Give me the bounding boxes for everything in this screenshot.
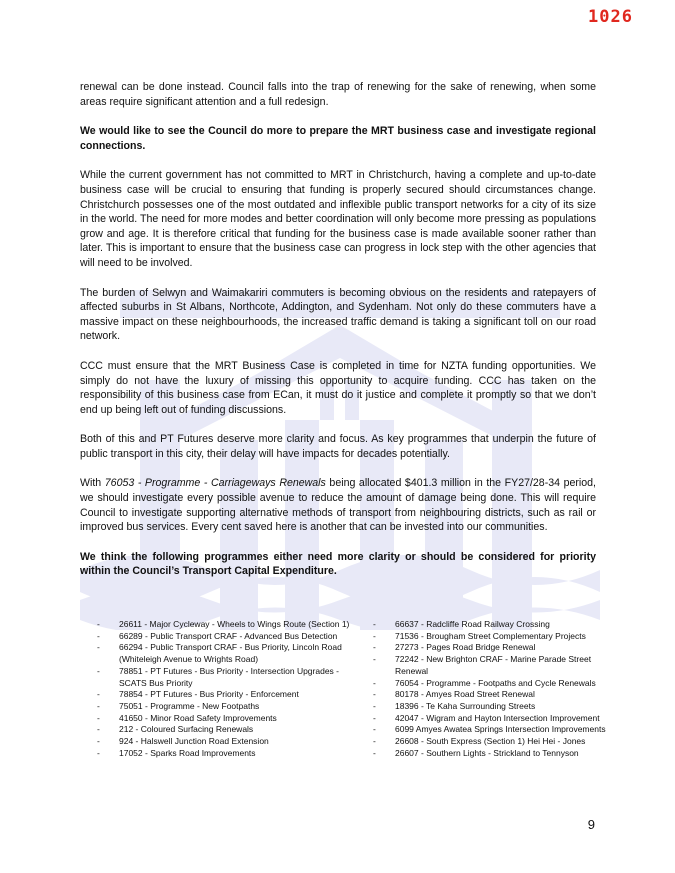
heading-mrt-business-case: We would like to see the Council do more to prepare the MRT business case and investigate regional connections. xyxy=(80,125,596,152)
heading-priority-programmes: We think the following programmes either need more clarity or should be considered for priority within the Council’s Transport Capital Expenditure. xyxy=(80,550,596,578)
list-item: - 66294 - Public Transport CRAF - Bus Priority, Lincoln Road (Whiteleigh Avenue to Wrights Road) xyxy=(97,642,342,665)
paragraph-mrt-government: While the current government has not committed to MRT in Christchurch, having a complete and up-to-date business case will be crucial to ensuring that funding is properly secured should circumstances change. Christchurch possesses one of the most outdated and inflexible public transport networks for a city of its size in the world. The need for more modes and better coordination will only become more pressing as populations grow and age. It is therefore critical that funding for the business case is made available sooner rather than later. This is important to ensure that the business case can progress in lock step with the other agencies that will need to be involved. xyxy=(80,169,596,269)
list-item: - 66289 - Public Transport CRAF - Advanced Bus Detection xyxy=(97,630,338,641)
list-item: - 75051 - Programme - New Footpaths xyxy=(97,700,260,711)
page-number: 9 xyxy=(587,817,595,832)
list-item: - 6099 Amyes Awatea Springs Intersection Improvements xyxy=(373,724,606,735)
list-item: - 78851 - PT Futures - Bus Priority - Intersection Upgrades - SCATS Bus Priority xyxy=(97,665,339,688)
list-item: - 27273 - Pages Road Bridge Renewal xyxy=(373,642,536,653)
programme-lists xyxy=(97,619,617,759)
list-item: - 72242 - New Brighton CRAF - Marine Parade Street Renewal xyxy=(373,654,592,676)
list-item: - 924 - Halswell Junction Road Extension xyxy=(97,736,269,747)
list-item: - 212 - Coloured Surfacing Renewals xyxy=(97,724,254,735)
programme-list-right xyxy=(373,619,617,759)
list-item: - 80178 - Amyes Road Street Renewal xyxy=(373,689,535,700)
paragraph-post-text: being allocated $401.3 million in the FY27/28-34 period, we should investigate every possible avenue to reduce the amount of damage being done. This will require Council to investigate supporting alternative methods of transport from neighbouring districts, such as rail or improved bus services. Every cent saved here is another that can be invested into our communities. xyxy=(80,477,596,534)
list-item: - 42047 - Wigram and Hayton Intersection Improvement xyxy=(373,712,600,723)
list-item: - 78854 - PT Futures - Bus Priority - Enforcement xyxy=(97,689,299,700)
paragraph-renewal: renewal can be done instead. Council falls into the trap of renewing for the sake of renewing, when some areas require significant attention and a full redesign. xyxy=(80,81,596,108)
paragraph-carriageway-renewals xyxy=(80,476,596,534)
paragraph-nzta-funding: CCC must ensure that the MRT Business Case is completed in time for NZTA funding opportunities. We simply do not have the luxury of missing this opportunity to acquire funding. CCC has taken on the responsibility of this business case from ECan, it must do it justice and complete it promptly so that we don’t end up being left out of funding discussions. xyxy=(80,359,596,416)
list-item: - 26611 - Major Cycleway - Wheels to Wings Route (Section 1) xyxy=(97,619,350,629)
document-stamp-number: 1026 xyxy=(588,7,633,27)
list-item: - 17052 - Sparks Road Improvements xyxy=(97,747,256,758)
document-body xyxy=(80,80,596,594)
programme-name-italic: 76053 - Programme - Carriageways Renewals xyxy=(104,477,326,490)
paragraph-pt-futures: Both of this and PT Futures deserve more clarity and focus. As key programmes that underpin the future of public transport in this city, their delay will have impacts for decades potentially. xyxy=(80,433,596,460)
paragraph-commuter-burden: The burden of Selwyn and Waimakariri commuters is becoming obvious on the residents and ratepayers of affected suburbs in St Albans, Northcote, Addington, and Sydenham. Not only do these commuters have a massive impact on these neighbourhoods, the increased traffic demand is taking a significant toll on our road network. xyxy=(80,286,596,343)
list-item: - 71536 - Brougham Street Complementary Projects xyxy=(373,630,586,641)
list-item: - 26607 - Southern Lights - Strickland to Tennyson xyxy=(373,747,579,758)
paragraph-pre-text: With xyxy=(80,477,105,490)
list-item: - 18396 - Te Kaha Surrounding Streets xyxy=(373,700,536,711)
list-item: - 76054 - Programme - Footpaths and Cycle Renewals xyxy=(373,677,596,688)
programme-list-left xyxy=(97,619,352,759)
list-item: - 26608 - South Express (Section 1) Hei Hei - Jones xyxy=(373,736,586,747)
list-item: - 66637 - Radcliffe Road Railway Crossing xyxy=(373,619,550,629)
list-item: - 41650 - Minor Road Safety Improvements xyxy=(97,712,277,723)
